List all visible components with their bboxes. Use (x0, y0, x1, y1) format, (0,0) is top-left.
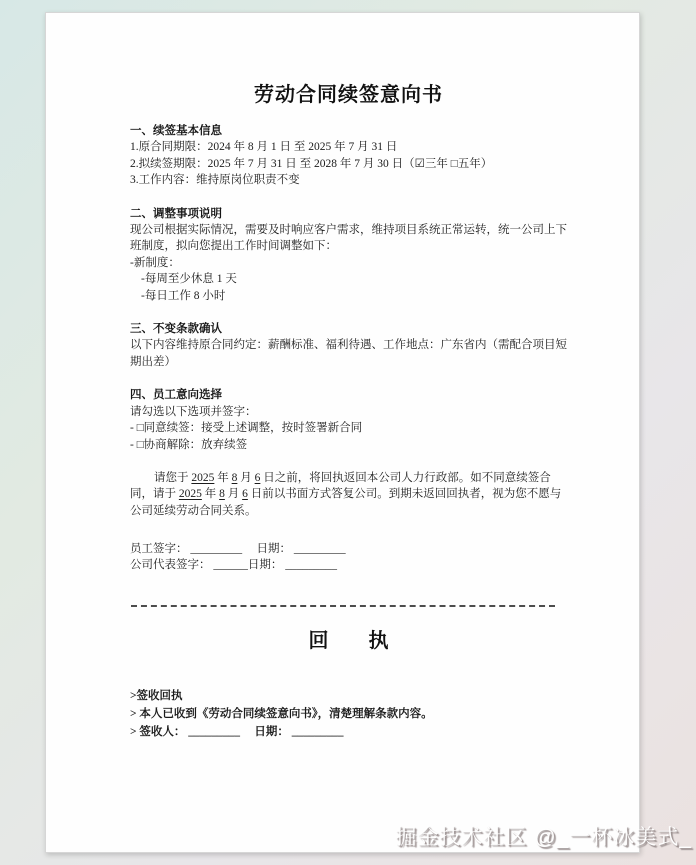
dashed-divider (131, 605, 555, 607)
section3-heading: 三、不变条款确认 (130, 323, 222, 336)
adjustment-paragraph: 现公司根据实际情况，需要及时响应客户需求，维持项目系统正常运转，统一公司上下班制度，拟向您提出工作时间调整如下： (130, 224, 567, 253)
section-unchanged-terms (130, 321, 567, 370)
receipt-title: 回 执 (308, 630, 389, 653)
notice-text: 年 (214, 471, 232, 484)
job-content: 3.工作内容：维持原岗位职责不变 (130, 174, 300, 187)
receipt-heading: >签收回执 (130, 690, 183, 703)
original-contract-term: 1.原合同期限：2024 年 8 月 1 日 至 2025 年 7 月 31 日 (130, 141, 398, 154)
notice-text: 月 (224, 488, 243, 501)
underlined-month: 8 (231, 471, 238, 484)
checkbox-icon: □ (136, 438, 144, 451)
watermark: 掘金技术社区 @_一杯冰美式_ (395, 826, 692, 849)
section-renewal-basic-info (130, 123, 567, 189)
notice-text: 年 (201, 488, 220, 501)
company-signature-line: 公司代表签字： ______日期： _________ (130, 559, 337, 572)
section2-heading: 二、调整事项说明 (130, 207, 222, 220)
receipt-confirmation-line: > 本人已收到《劳动合同续签意向书》，清楚理解条款内容。 (130, 708, 433, 721)
option-negotiated-termination (130, 437, 567, 453)
new-policy-label: -新制度： (130, 256, 180, 269)
option-bullet: - (130, 438, 137, 451)
section1-heading: 一、续签基本信息 (130, 125, 222, 137)
section-employee-choice (130, 387, 567, 453)
employee-signature-line: 员工签字： _________ 日期： _________ (130, 543, 346, 556)
notice-text: 日之前，将回执返回本公司人力行政部。如不同意续签合同，请于 (130, 471, 551, 501)
receipt-section (130, 687, 567, 741)
underlined-year: 2025 (191, 471, 215, 484)
notice-text: 请您于 (154, 471, 192, 484)
proposed-renewal-term: 2.拟续签期限：2025 年 7 月 31 日 至 2028 年 7 月 30 日（☑三年 □五年） (130, 157, 493, 170)
policy-item-rest-day: -每周至少休息 1 天 (141, 273, 237, 286)
underlined-year: 2025 (178, 488, 202, 501)
return-notice-paragraph (130, 470, 567, 519)
section4-heading: 四、员工意向选择 (130, 389, 222, 402)
document-title: 劳动合同续签意向书 (254, 84, 443, 106)
checkbox-icon: □ (136, 422, 144, 435)
policy-item-work-hours: -每日工作 8 小时 (141, 289, 226, 302)
document-page (45, 12, 640, 853)
notice-text: 月 (237, 471, 255, 484)
underlined-day: 6 (254, 471, 261, 484)
notice-text: 日前以书面方式答复公司。到期未返回回执者，视为您不愿与公司延续劳动合同关系。 (130, 488, 562, 517)
section-adjustment-notes (130, 206, 567, 304)
unchanged-terms-paragraph: 以下内容维持原合同约定：薪酬标准、福利待遇、工作地点：广东省内（需配合项目短期出差） (130, 339, 567, 368)
option-bullet: - (130, 422, 137, 435)
choice-intro: 请勾选以下选项并签字： (130, 405, 257, 418)
receipt-signature-line: > 签收人： _________ 日期： _________ (130, 726, 344, 739)
option-agree-renewal (130, 420, 567, 436)
option-agree-label: 同意续签：接受上述调整，按时签署新合同 (143, 422, 363, 435)
option-terminate-label: 协商解除：放弃续签 (143, 438, 248, 451)
underlined-day: 6 (242, 488, 248, 501)
signature-block (130, 541, 567, 573)
underlined-month: 8 (219, 488, 225, 501)
